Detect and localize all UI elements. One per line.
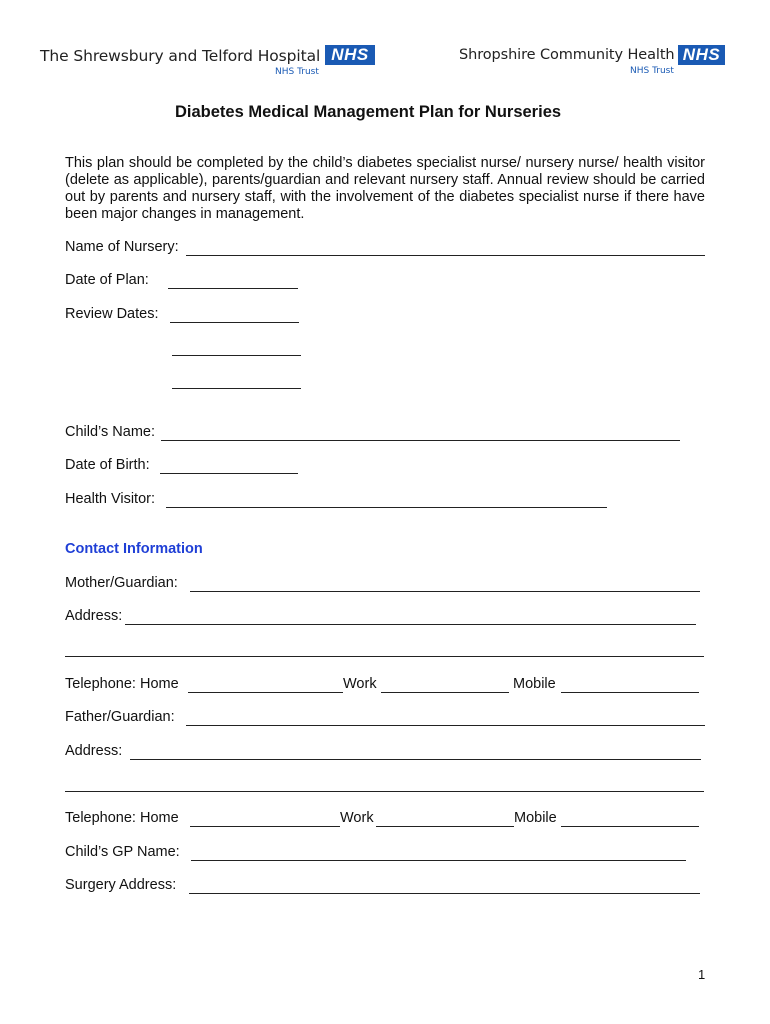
tel-home-field-1[interactable] (188, 692, 343, 693)
address-field-1[interactable] (125, 624, 696, 625)
address-label-1: Address: (65, 608, 123, 624)
work-field-1[interactable] (381, 692, 509, 693)
tel-home-label-1: Telephone: Home (65, 676, 179, 692)
address-field-1b[interactable] (65, 656, 704, 657)
intro-paragraph: This plan should be completed by the child’s diabetes specialist nurse/ nursery nurse/ health visitor (delete as applicable), parents/guardian and relevant nursery staff. Annual review should be carried out by parents and nursery staff, with the involvement of the diabetes specialist nurse if there have been major changes in management. (65, 155, 705, 222)
gp-name-field[interactable] (191, 860, 686, 861)
review-date-field-3[interactable] (172, 388, 301, 389)
mother-field[interactable] (190, 591, 700, 592)
dob-field[interactable] (160, 473, 298, 474)
nhs-logo-left: NHS (325, 45, 375, 65)
contact-heading: Contact Information (65, 541, 203, 557)
mother-label: Mother/Guardian: (65, 575, 178, 591)
right-trust-label: NHS Trust (630, 66, 674, 76)
nursery-field[interactable] (186, 255, 705, 256)
surgery-address-label: Surgery Address: (65, 877, 177, 893)
work-field-2[interactable] (376, 826, 514, 827)
dob-label: Date of Birth: (65, 457, 150, 473)
tel-home-label-2: Telephone: Home (65, 810, 179, 826)
address-label-2: Address: (65, 743, 123, 759)
surgery-address-field[interactable] (189, 893, 700, 894)
review-date-field-1[interactable] (170, 322, 299, 323)
health-visitor-label: Health Visitor: (65, 491, 155, 507)
review-dates-label: Review Dates: (65, 306, 159, 322)
address-field-2[interactable] (130, 759, 701, 760)
gp-name-label: Child’s GP Name: (65, 844, 180, 860)
page-title: Diabetes Medical Management Plan for Nurseries (175, 103, 562, 121)
nursery-label: Name of Nursery: (65, 239, 179, 255)
health-visitor-field[interactable] (166, 507, 607, 508)
father-field[interactable] (186, 725, 705, 726)
father-label: Father/Guardian: (65, 709, 175, 725)
date-of-plan-label: Date of Plan: (65, 272, 149, 288)
mobile-label-2: Mobile (514, 810, 557, 826)
page-number: 1 (698, 967, 706, 982)
work-label-2: Work (340, 810, 374, 826)
date-of-plan-field[interactable] (168, 288, 298, 289)
tel-home-field-2[interactable] (190, 826, 340, 827)
review-date-field-2[interactable] (172, 355, 301, 356)
right-org-name: Shropshire Community Health (459, 47, 675, 63)
childs-name-field[interactable] (161, 440, 680, 441)
childs-name-label: Child’s Name: (65, 424, 155, 440)
nhs-logo-right: NHS (678, 45, 725, 65)
mobile-field-2[interactable] (561, 826, 699, 827)
mobile-field-1[interactable] (561, 692, 699, 693)
left-org-name: The Shrewsbury and Telford Hospital (40, 47, 321, 65)
work-label-1: Work (343, 676, 377, 692)
mobile-label-1: Mobile (513, 676, 556, 692)
left-trust-label: NHS Trust (275, 67, 319, 77)
address-field-2b[interactable] (65, 791, 704, 792)
